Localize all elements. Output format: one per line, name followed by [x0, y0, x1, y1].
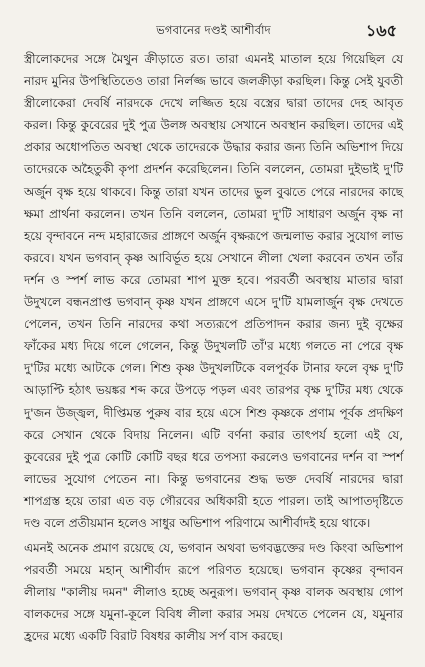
paragraph-1: স্ত্রীলোকদের সঙ্গে মৈথুন ক্রীড়াতে রত। তারা এমনই মাতাল হয়ে গিয়েছিল যে নারদ মুনির উপস্থিতিতেও তারা নির্লজ্জ ভাবে জলক্রীড়া করছিল। কিন্তু সেই যুবতী স্ত্রীলোকেরা দেবর্ষি নারদকে দেখে লজ্জিত হয়ে বস্ত্রের দ্বারা তাদের দেহ আবৃত করল। কিন্তু কুবেরের দুই পুত্র উলঙ্গ অবস্থায় সেখানে অবস্থান করছিল। তাদের এই প্রকার অধোপতিত অবস্থা থেকে তাদেরকে উদ্ধার করার জন্য তিনি অভিশাপ দিয়ে তাদেরকে অহৈতুকী কৃপা প্রদর্শন করেছিলেন। তিনি বললেন, তোমরা দুইভাই দু'টি অর্জুন বৃক্ষ হয়ে থাকবে। কিন্তু তারা যখন তাদের ভুল বুঝতে পেরে নারদের কাছে ক্ষমা প্রার্থনা করলেন। তখন তিনি বললেন, তোমরা দু'টি সাধারণ অর্জুন বৃক্ষ না হয়ে বৃন্দাবনে নন্দ মহারাজের প্রাঙ্গণে অর্জুন বৃক্ষরূপে জন্মলাভ করার সুযোগ লাভ করবে। যখন ভগবান্ কৃষ্ণ আবির্ভূত হয়ে সেখানে লীলা খেলা করবেন তখন তাঁর দর্শন ও স্পর্শ লাভ করে তোমরা শাপ মুক্ত হবে। পরবর্তী অবস্থায় মাতার দ্বারা উদুখলে বন্ধনপ্রাপ্ত ভগবান্ কৃষ্ণ যখন প্রাঙ্গণে এসে দু'টি যামলার্জুন বৃক্ষ দেখতে পেলেন, তখন তিনি নারদের কথা সত্যরূপে প্রতিপাদন করার জন্য দুই বৃক্ষের ফাঁকের মধ্য দিয়ে গলে গেলেন, কিন্তু উদুখলটি তাঁ'র মধ্যে গলতে না পেরে বৃক্ষ দু'টির মধ্যে আটকে গেল। শিশু কৃষ্ণ উদুখলটিকে বলপূর্বক টানার ফলে বৃক্ষ দু'টি আড়াপ্টি হঠাৎ ভয়ঙ্কর শব্দ করে উপড়ে পড়ল এবং তারপর বৃক্ষ দু'টির মধ্য থেকে দু'জন উজ্জ্বল, দীপ্তিমন্ত পুরুষ বার হয়ে এসে শিশু কৃষ্ণকে প্রণাম পূর্বক প্রদক্ষিণ করে সেখান থেকে বিদায় নিলেন। এটি বর্ণনা করার তাৎপর্য হলো এই যে, কুবেরের দুই পুত্র কোটি কোটি বছর ধরে তপস্যা করলেও ভগবানের দর্শন বা স্পর্শ লাভের সুযোগ পেতেন না। কিন্তু ভগবানের শুদ্ধ ভক্ত দেবর্ষি নারদের দ্বারা শাপগ্রস্ত হয়ে তারা এত বড় গৌরবের অধিকারী হতে পারল। তাই আপাতদৃষ্টিতে দণ্ড বলে প্রতীয়মান হলেও সাধুর অভিশাপ পরিণামে আশীর্বাদই হয়ে থাকে। — [24, 52, 403, 530]
page-header — [24, 14, 403, 42]
page-number: ১৬৫ — [365, 21, 397, 40]
running-title: ভগবানের দণ্ডই আশীর্বাদ — [156, 23, 271, 37]
body-text — [24, 48, 403, 648]
paragraph-2: এমনই অনেক প্রমাণ রয়েছে যে, ভগবান অথবা ভগবদ্ভক্তের দণ্ড কিংবা অভিশাপ পরবর্তী সময়ে মহান্ আশীর্বাদ রূপে পরিণত হয়েছে। ভগবান কৃষ্ণের বৃন্দাবন লীলায় "কালীয় দমন" লীলাও হচ্ছে অনুরূপ। ভগবান্ কৃষ্ণ বালক অবস্থায় গোপ বালকদের সঙ্গে যমুনা-কূলে বিবিধ লীলা করার সময় দেখতে পেলেন যে, যমুনার হ্রদের মধ্যে একটি বিরাট বিষধর কালীয় সর্প বাস করছে। — [24, 541, 403, 644]
